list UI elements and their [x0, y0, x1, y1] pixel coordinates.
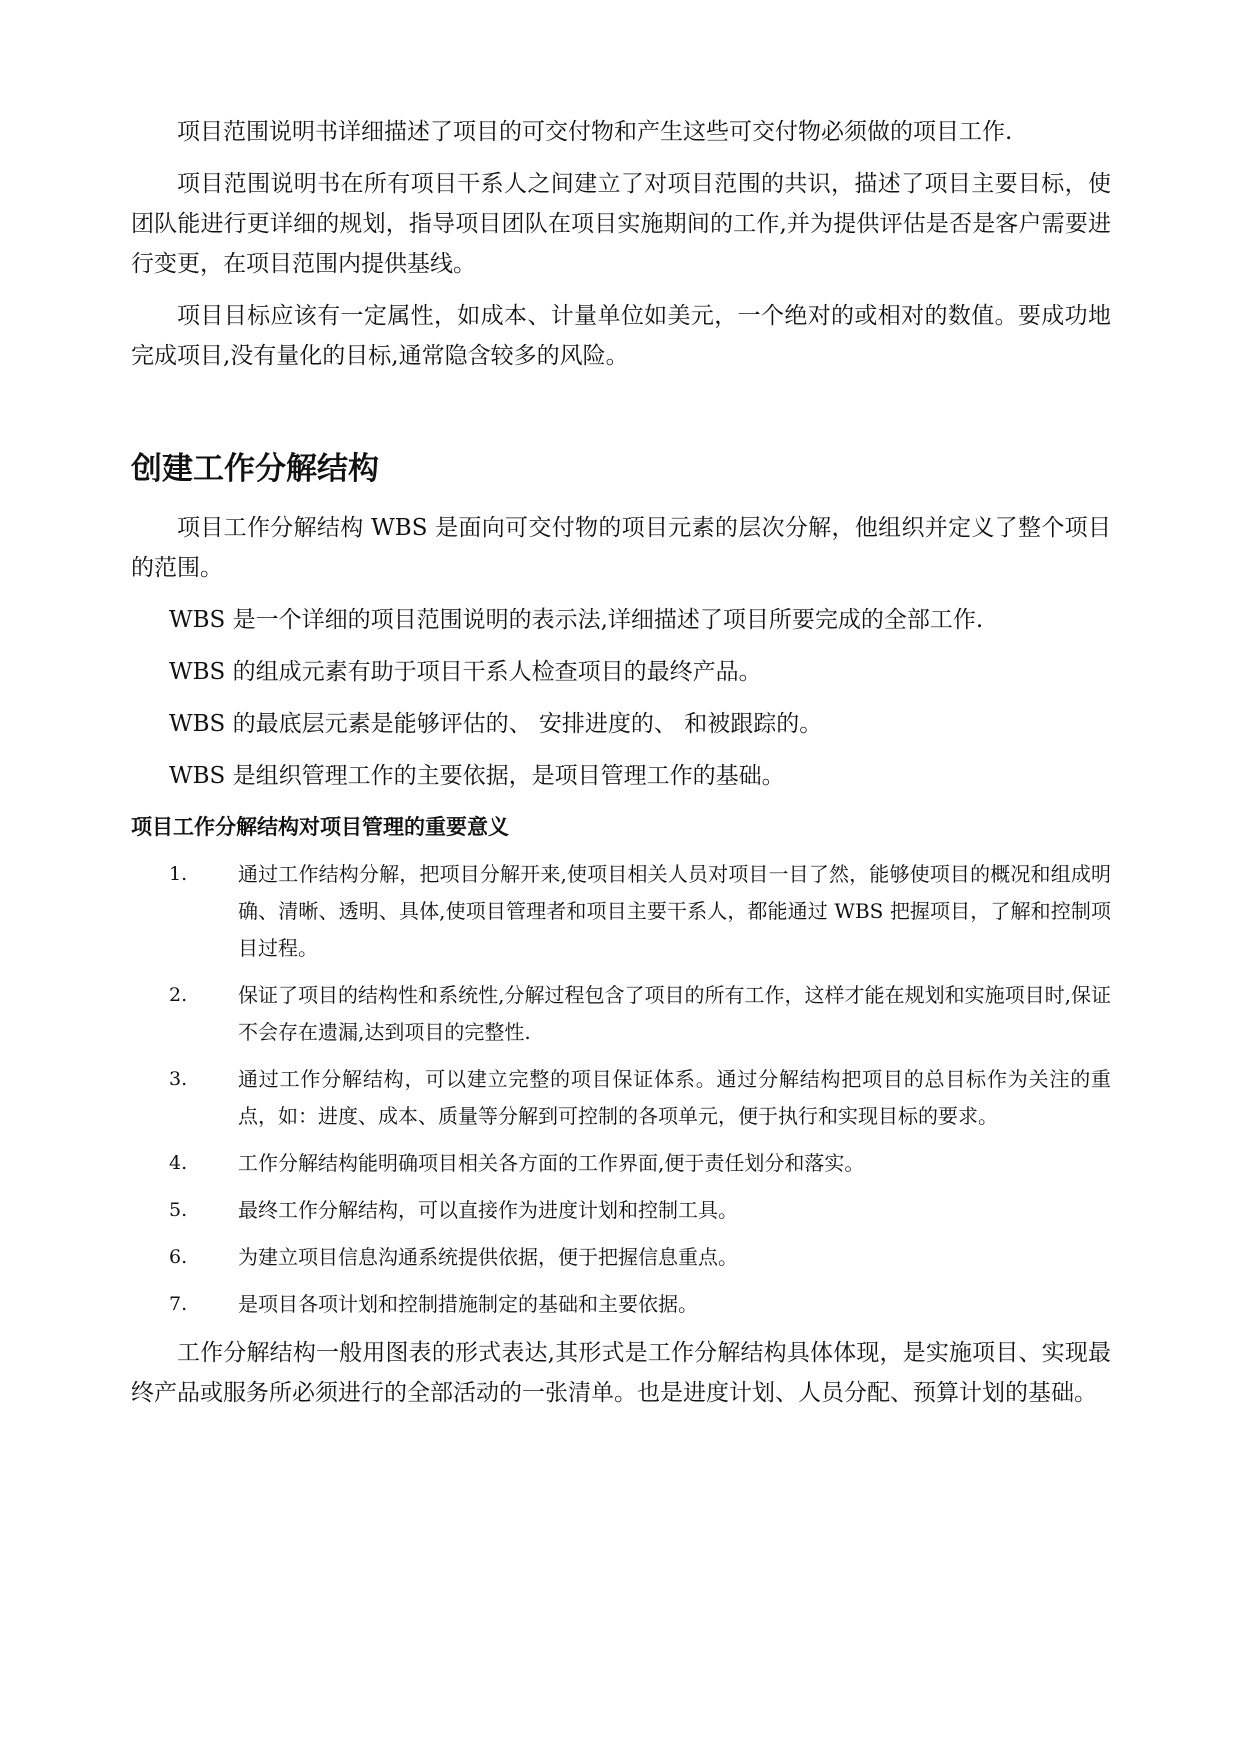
- list-item-number: 7.: [169, 1293, 188, 1315]
- list-item-text: 保证了项目的结构性和系统性,分解过程包含了项目的所有工作，这样才能在规划和实施项目时,保证不会存在遗漏,达到项目的完整性.: [238, 983, 1111, 1044]
- list-item: [131, 1061, 1111, 1135]
- list-item-text: 工作分解结构能明确项目相关各方面的工作界面,便于责任划分和落实。: [238, 1151, 865, 1175]
- subheading: 项目工作分解结构对项目管理的重要意义: [131, 815, 509, 839]
- list-item: [131, 1286, 1111, 1323]
- wbs-statement: WBS 的最底层元素是能够评估的、 安排进度的、 和被跟踪的。: [169, 711, 823, 737]
- list-item-text: 是项目各项计划和控制措施制定的基础和主要依据。: [238, 1292, 698, 1316]
- list-item-text: 最终工作分解结构，可以直接作为进度计划和控制工具。: [238, 1198, 738, 1222]
- closing-paragraph: 工作分解结构一般用图表的形式表达,其形式是工作分解结构具体体现，是实施项目、实现最终产品或服务所必须进行的全部活动的一张清单。也是进度计划、人员分配、预算计划的基础。: [131, 1340, 1111, 1406]
- list-item: [131, 1239, 1111, 1276]
- intro-paragraph-3: 项目目标应该有一定属性，如成本、计量单位如美元，一个绝对的或相对的数值。要成功地完成项目,没有量化的目标,通常隐含较多的风险。: [131, 303, 1111, 369]
- list-item: [131, 977, 1111, 1051]
- wbs-statement: WBS 是一个详细的项目范围说明的表示法,详细描述了项目所要完成的全部工作.: [169, 607, 984, 633]
- wbs-statement: WBS 的组成元素有助于项目干系人检查项目的最终产品。: [169, 659, 762, 685]
- list-item-number: 5.: [169, 1199, 188, 1221]
- list-item-text: 通过工作分解结构，可以建立完整的项目保证体系。通过分解结构把项目的总目标作为关注的重点，如：进度、成本、质量等分解到可控制的各项单元，便于执行和实现目标的要求。: [238, 1067, 1111, 1128]
- document-page: [131, 112, 1111, 1425]
- list-item: [131, 1192, 1111, 1229]
- section-title: 创建工作分解结构: [131, 451, 379, 487]
- wbs-intro-paragraph: 项目工作分解结构 WBS 是面向可交付物的项目元素的层次分解，他组织并定义了整个项目的范围。: [131, 515, 1111, 581]
- significance-list: [131, 856, 1111, 1323]
- list-item: [131, 1145, 1111, 1182]
- list-item-number: 2.: [169, 984, 188, 1006]
- intro-paragraph-1: 项目范围说明书详细描述了项目的可交付物和产生这些可交付物必须做的项目工作.: [177, 119, 1013, 145]
- list-item-number: 4.: [169, 1152, 188, 1174]
- intro-paragraph-2: 项目范围说明书在所有项目干系人之间建立了对项目范围的共识，描述了项目主要目标，使团队能进行更详细的规划，指导项目团队在项目实施期间的工作,并为提供评估是否是客户需要进行变更，在项目范围内提供基线。: [131, 171, 1111, 277]
- list-item-number: 6.: [169, 1246, 188, 1268]
- wbs-statement: WBS 是组织管理工作的主要依据，是项目管理工作的基础。: [169, 763, 785, 789]
- list-item: [131, 856, 1111, 967]
- list-item-number: 1.: [169, 863, 188, 885]
- list-item-number: 3.: [169, 1068, 188, 1090]
- list-item-text: 通过工作结构分解，把项目分解开来,使项目相关人员对项目一目了然，能够使项目的概况和组成明确、清晰、透明、具体,使项目管理者和项目主要干系人，都能通过 WBS 把握项目，了解和控制项目过程。: [238, 862, 1111, 960]
- list-item-text: 为建立项目信息沟通系统提供依据，便于把握信息重点。: [238, 1245, 738, 1269]
